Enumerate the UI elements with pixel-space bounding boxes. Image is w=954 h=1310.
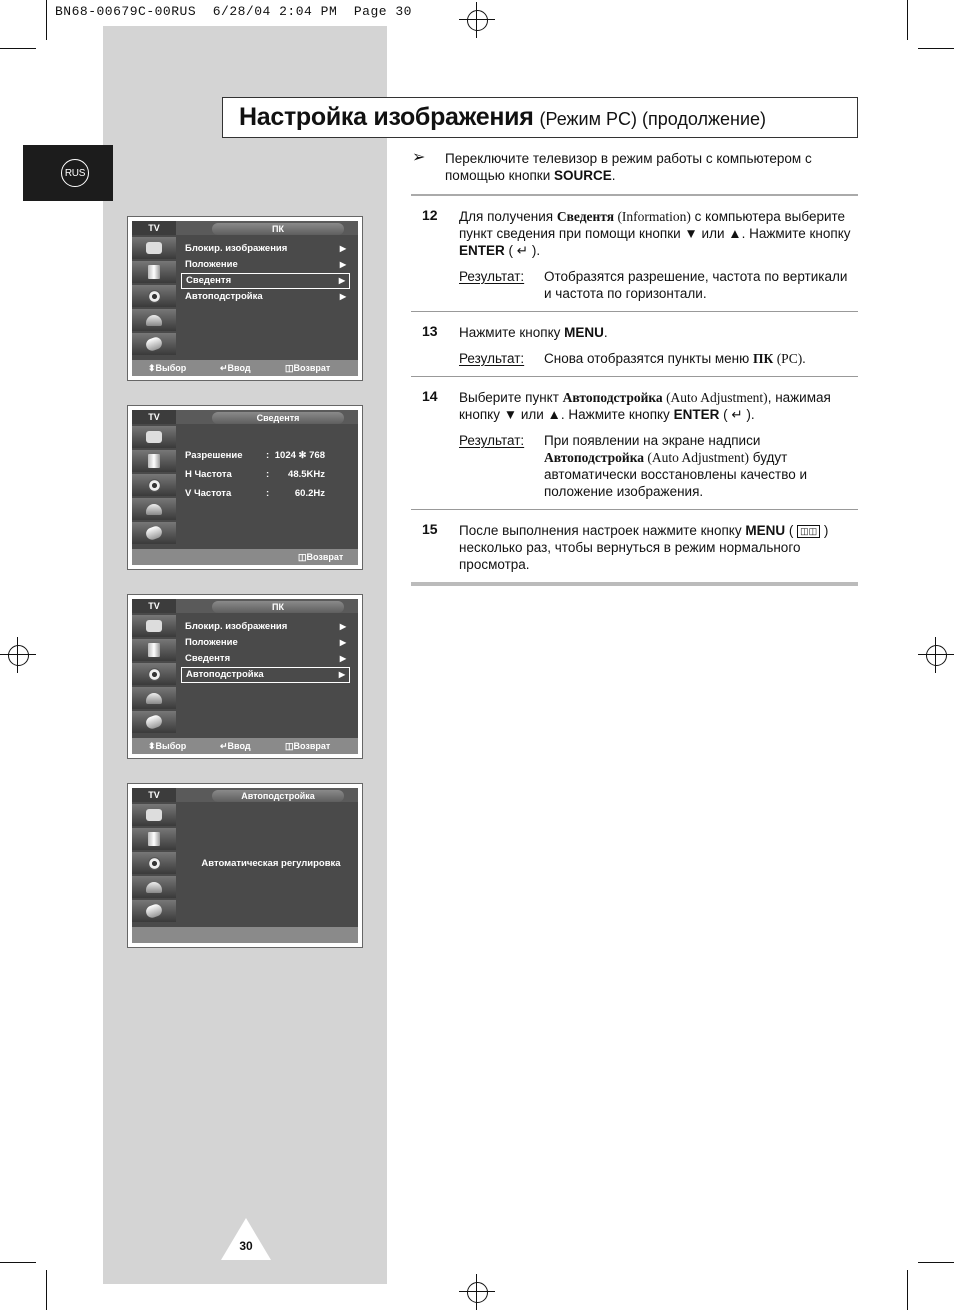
sound-icon: [132, 828, 176, 850]
print-header: BN68-00679C-00RUS 6/28/04 2:04 PM Page 30: [55, 4, 412, 19]
setup-icon: [132, 876, 176, 898]
picture-icon: [132, 804, 176, 826]
osd-menu-item[interactable]: Автоподстройка ▶: [185, 291, 346, 302]
crop-mark: [0, 1262, 36, 1263]
back-hint: ◫ Возврат: [285, 363, 331, 373]
osd-footer: [132, 927, 358, 943]
enter-key: ENTER: [459, 243, 505, 258]
language-tab: [23, 145, 113, 201]
step-number: 14: [422, 388, 438, 404]
crop-mark: [918, 48, 954, 49]
osd-menu-item[interactable]: Положение ▶: [185, 259, 346, 270]
select-hint: ⬍ Выбор: [148, 741, 187, 751]
info-row-h-frequency: H Частота : 48.5KHz: [185, 469, 325, 480]
osd-footer: [132, 738, 358, 754]
osd-screen-pc-menu-auto: TV ПК Блокир. изображения ▶ Положение ▶ Сведентя ▶ Автоподстройка ▶ ⬍ Выбор ↵ Ввод ◫ Возврат: [127, 594, 363, 759]
step-result: Результат: При появлении на экране надписи Автоподстройка (Auto Adjustment) будут автоматически восстановлены качество и положение изображения.: [459, 433, 808, 499]
enter-key: ENTER: [673, 407, 720, 422]
osd-title: ПК: [212, 223, 344, 235]
osd-menu-item[interactable]: Блокир. изображения ▶: [185, 243, 346, 254]
note-arrow-icon: ➢: [412, 149, 426, 166]
osd-title: Сведентя: [212, 412, 344, 424]
osd-menu-item[interactable]: Положение ▶: [185, 637, 346, 648]
osd-screen-auto-adjustment: TV Автоподстройка Автоматическая регулировка: [127, 783, 363, 948]
step-number: 13: [422, 323, 438, 339]
page-number: 30: [239, 1239, 253, 1253]
setup-icon: [132, 309, 176, 331]
crop-mark: [918, 1262, 954, 1263]
sound-icon: [132, 639, 176, 661]
menu-key-icon: ◫◫: [797, 525, 820, 538]
page-subtitle: (Режим PC) (продолжение): [539, 109, 767, 129]
menu-key: MENU: [745, 523, 786, 538]
osd-menu-item[interactable]: Сведентя ▶: [185, 653, 346, 664]
back-hint: ◫ Возврат: [298, 552, 344, 562]
info-rows: [185, 446, 345, 503]
channel-icon: [132, 474, 176, 496]
crop-mark: [0, 48, 36, 49]
registration-mark: [459, 2, 495, 38]
step-number: 12: [422, 207, 438, 223]
channel-icon: [132, 663, 176, 685]
osd-title: ПК: [212, 601, 344, 613]
source-key: SOURCE: [554, 168, 612, 183]
picture-icon: [132, 615, 176, 637]
osd-icon-column: [132, 804, 176, 924]
enter-hint: ↵ Ввод: [220, 363, 251, 373]
select-hint: ⬍ Выбор: [148, 363, 187, 373]
osd-icon-column: [132, 237, 176, 357]
osd-menu-item-selected[interactable]: Автоподстройка ▶: [181, 667, 350, 683]
page-title: Настройка изображения: [239, 103, 534, 131]
info-row-resolution: Разрешение : 1024 ✻ 768: [185, 450, 325, 461]
menu-key: MENU: [564, 325, 604, 340]
intro-note: ➢ Переключите телевизор в режим работы с компьютером с помощью кнопки SOURCE.: [412, 149, 812, 183]
crop-mark: [907, 0, 908, 40]
osd-menu-item-selected[interactable]: Сведентя ▶: [181, 273, 350, 289]
enter-hint: ↵ Ввод: [220, 741, 251, 751]
sound-icon: [132, 261, 176, 283]
osd-title: Автоподстройка: [212, 790, 344, 802]
input-icon: [132, 711, 176, 733]
picture-icon: [132, 237, 176, 259]
picture-icon: [132, 426, 176, 448]
setup-icon: [132, 687, 176, 709]
registration-mark: [459, 1274, 495, 1310]
osd-icon-column: [132, 615, 176, 735]
registration-mark: [0, 637, 36, 673]
osd-menu-item[interactable]: Блокир. изображения ▶: [185, 621, 346, 632]
osd-footer: [132, 360, 358, 376]
step-12: 12 Для получения Сведентя (Information) с компьютера выберите пункт сведения при помощи кнопки ▼ или ▲. Нажмите кнопку ENTER ( ↵ ). Результат: Отобразятся разрешение, частота по вертикали и частота по горизонтали.: [411, 194, 858, 311]
step-15: 15 После выполнения настроек нажмите кнопку MENU ( ◫◫ ) несколько раз, чтобы вернуться в режим нормального просмотра.: [411, 509, 858, 582]
auto-adjust-message: Автоматическая регулировка: [201, 858, 341, 869]
steps-list: [411, 194, 858, 586]
crop-mark: [46, 1270, 47, 1310]
language-badge: RUS: [61, 159, 89, 187]
steps-end-rule: [411, 582, 858, 586]
step-result: Результат: Снова отобразятся пункты меню ПК (PC).: [459, 351, 806, 366]
registration-mark: [918, 637, 954, 673]
input-icon: [132, 900, 176, 922]
crop-mark: [907, 1270, 908, 1310]
crop-mark: [46, 0, 47, 40]
osd-footer: [132, 549, 358, 565]
channel-icon: [132, 852, 176, 874]
setup-icon: [132, 498, 176, 520]
page-title-box: [222, 97, 858, 138]
osd-screen-pc-menu: TV ПК Блокир. изображения ▶ Положение ▶ Сведентя ▶ Автоподстройка ▶ ⬍ Выбор ↵ Ввод ◫ Возврат: [127, 216, 363, 381]
back-hint: ◫ Возврат: [285, 741, 331, 751]
input-icon: [132, 522, 176, 544]
osd-icon-column: [132, 426, 176, 546]
step-result: Результат: Отобразятся разрешение, частота по вертикали и частота по горизонтали.: [459, 269, 848, 301]
input-icon: [132, 333, 176, 355]
sound-icon: [132, 450, 176, 472]
osd-screen-information: TV Сведентя Разрешение : 1024 ✻ 768 H Частота : 48.5KHz V Частота : 60.2Hz ◫ Возврат: [127, 405, 363, 570]
step-13: 13 Нажмите кнопку MENU. Результат: Снова отобразятся пункты меню ПК (PC).: [411, 311, 858, 376]
channel-icon: [132, 285, 176, 307]
step-14: 14 Выберите пункт Автоподстройка (Auto Adjustment), нажимая кнопку ▼ или ▲. Нажмите кнопку ENTER ( ↵ ). Результат: При появлении на экране надписи Автоподстройка (Auto Adjustment) будут автоматически восстановлены качество и положение изображения.: [411, 376, 858, 509]
info-row-v-frequency: V Частота : 60.2Hz: [185, 488, 325, 499]
step-number: 15: [422, 521, 438, 537]
